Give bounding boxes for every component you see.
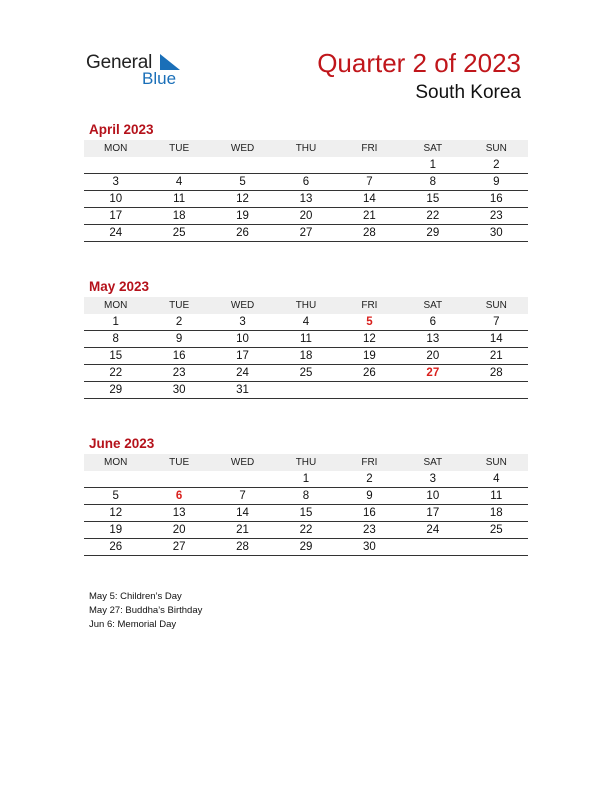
day-cell: 30 bbox=[465, 225, 528, 242]
day-cell: 4 bbox=[274, 314, 337, 331]
calendar-table bbox=[84, 297, 528, 399]
day-cell: 13 bbox=[401, 331, 464, 348]
week-row bbox=[84, 488, 528, 505]
day-cell: 22 bbox=[274, 522, 337, 539]
day-cell: 21 bbox=[211, 522, 274, 539]
day-cell: 9 bbox=[147, 331, 210, 348]
week-row bbox=[84, 314, 528, 331]
weekday-label: FRI bbox=[338, 454, 401, 471]
day-cell: 26 bbox=[338, 365, 401, 382]
day-cell: 15 bbox=[401, 191, 464, 208]
holiday-note: May 5: Children’s Day bbox=[89, 591, 182, 602]
day-cell: 6 bbox=[147, 488, 210, 505]
empty-day-cell bbox=[465, 382, 528, 399]
day-cell: 20 bbox=[274, 208, 337, 225]
day-cell: 3 bbox=[401, 471, 464, 488]
month-april bbox=[84, 122, 528, 242]
day-cell: 15 bbox=[84, 348, 147, 365]
day-cell: 16 bbox=[465, 191, 528, 208]
logo-text-blue: Blue bbox=[142, 69, 177, 88]
month-may bbox=[84, 279, 528, 399]
day-cell: 1 bbox=[84, 314, 147, 331]
day-cell: 5 bbox=[84, 488, 147, 505]
weekday-label: FRI bbox=[338, 297, 401, 314]
day-cell: 30 bbox=[147, 382, 210, 399]
day-cell: 19 bbox=[338, 348, 401, 365]
day-cell: 21 bbox=[338, 208, 401, 225]
day-cell: 29 bbox=[274, 539, 337, 556]
day-cell: 12 bbox=[338, 331, 401, 348]
day-cell: 2 bbox=[147, 314, 210, 331]
month-title: June 2023 bbox=[89, 436, 155, 451]
day-cell: 14 bbox=[338, 191, 401, 208]
day-cell: 29 bbox=[84, 382, 147, 399]
day-cell: 14 bbox=[465, 331, 528, 348]
weekday-label: WED bbox=[211, 454, 274, 471]
weekday-label: SUN bbox=[465, 297, 528, 314]
week-row bbox=[84, 348, 528, 365]
day-cell: 12 bbox=[211, 191, 274, 208]
calendar-table bbox=[84, 140, 528, 242]
weekday-label: MON bbox=[84, 297, 147, 314]
week-row bbox=[84, 331, 528, 348]
day-cell: 3 bbox=[211, 314, 274, 331]
day-cell: 7 bbox=[211, 488, 274, 505]
country-label: South Korea bbox=[415, 82, 521, 103]
weekday-header-row bbox=[84, 140, 528, 157]
day-cell: 8 bbox=[401, 174, 464, 191]
day-cell: 8 bbox=[274, 488, 337, 505]
day-cell: 11 bbox=[147, 191, 210, 208]
logo-text-general: General bbox=[86, 52, 153, 73]
page-title: Quarter 2 of 2023 bbox=[317, 48, 521, 78]
day-cell: 10 bbox=[211, 331, 274, 348]
day-cell: 28 bbox=[465, 365, 528, 382]
week-row bbox=[84, 225, 528, 242]
day-cell: 23 bbox=[147, 365, 210, 382]
week-row bbox=[84, 157, 528, 174]
weekday-label: THU bbox=[274, 297, 337, 314]
day-cell: 27 bbox=[274, 225, 337, 242]
weekday-header-row bbox=[84, 454, 528, 471]
day-cell: 17 bbox=[84, 208, 147, 225]
month-june bbox=[84, 436, 528, 556]
day-cell: 31 bbox=[211, 382, 274, 399]
weekday-label: TUE bbox=[147, 297, 210, 314]
day-cell: 23 bbox=[465, 208, 528, 225]
empty-day-cell bbox=[465, 539, 528, 556]
empty-day-cell bbox=[274, 157, 337, 174]
generalblue-logo bbox=[86, 52, 196, 92]
day-cell: 22 bbox=[84, 365, 147, 382]
day-cell: 2 bbox=[465, 157, 528, 174]
month-title: May 2023 bbox=[89, 279, 150, 294]
empty-day-cell bbox=[84, 157, 147, 174]
day-cell: 28 bbox=[338, 225, 401, 242]
day-cell: 16 bbox=[147, 348, 210, 365]
day-cell: 5 bbox=[338, 314, 401, 331]
holiday-note: Jun 6: Memorial Day bbox=[89, 619, 177, 630]
month-title: April 2023 bbox=[89, 122, 154, 137]
week-row bbox=[84, 191, 528, 208]
day-cell: 11 bbox=[274, 331, 337, 348]
day-cell: 18 bbox=[274, 348, 337, 365]
empty-day-cell bbox=[401, 382, 464, 399]
day-cell: 26 bbox=[84, 539, 147, 556]
week-row bbox=[84, 208, 528, 225]
day-cell: 24 bbox=[84, 225, 147, 242]
weekday-label: THU bbox=[274, 454, 337, 471]
day-cell: 25 bbox=[147, 225, 210, 242]
day-cell: 18 bbox=[465, 505, 528, 522]
day-cell: 6 bbox=[401, 314, 464, 331]
day-cell: 8 bbox=[84, 331, 147, 348]
empty-day-cell bbox=[84, 471, 147, 488]
day-cell: 25 bbox=[274, 365, 337, 382]
day-cell: 16 bbox=[338, 505, 401, 522]
weekday-label: WED bbox=[211, 140, 274, 157]
day-cell: 12 bbox=[84, 505, 147, 522]
day-cell: 5 bbox=[211, 174, 274, 191]
week-row bbox=[84, 174, 528, 191]
holiday-note: May 27: Buddha’s Birthday bbox=[89, 605, 203, 616]
weekday-label: SUN bbox=[465, 140, 528, 157]
day-cell: 17 bbox=[401, 505, 464, 522]
empty-day-cell bbox=[147, 471, 210, 488]
day-cell: 9 bbox=[338, 488, 401, 505]
day-cell: 10 bbox=[84, 191, 147, 208]
day-cell: 26 bbox=[211, 225, 274, 242]
weekday-header-row bbox=[84, 297, 528, 314]
week-row bbox=[84, 471, 528, 488]
empty-day-cell bbox=[401, 539, 464, 556]
day-cell: 9 bbox=[465, 174, 528, 191]
empty-day-cell bbox=[211, 471, 274, 488]
day-cell: 18 bbox=[147, 208, 210, 225]
week-row bbox=[84, 522, 528, 539]
calendar-table bbox=[84, 454, 528, 556]
day-cell: 1 bbox=[274, 471, 337, 488]
day-cell: 23 bbox=[338, 522, 401, 539]
day-cell: 3 bbox=[84, 174, 147, 191]
day-cell: 27 bbox=[401, 365, 464, 382]
day-cell: 4 bbox=[147, 174, 210, 191]
day-cell: 24 bbox=[401, 522, 464, 539]
day-cell: 13 bbox=[274, 191, 337, 208]
empty-day-cell bbox=[147, 157, 210, 174]
day-cell: 25 bbox=[465, 522, 528, 539]
day-cell: 24 bbox=[211, 365, 274, 382]
day-cell: 30 bbox=[338, 539, 401, 556]
week-row bbox=[84, 539, 528, 556]
day-cell: 4 bbox=[465, 471, 528, 488]
weekday-label: THU bbox=[274, 140, 337, 157]
day-cell: 10 bbox=[401, 488, 464, 505]
weekday-label: TUE bbox=[147, 140, 210, 157]
day-cell: 7 bbox=[465, 314, 528, 331]
day-cell: 14 bbox=[211, 505, 274, 522]
weekday-label: SUN bbox=[465, 454, 528, 471]
weekday-label: SAT bbox=[401, 140, 464, 157]
weekday-label: TUE bbox=[147, 454, 210, 471]
day-cell: 19 bbox=[84, 522, 147, 539]
day-cell: 13 bbox=[147, 505, 210, 522]
day-cell: 2 bbox=[338, 471, 401, 488]
day-cell: 28 bbox=[211, 539, 274, 556]
day-cell: 20 bbox=[147, 522, 210, 539]
day-cell: 29 bbox=[401, 225, 464, 242]
empty-day-cell bbox=[274, 382, 337, 399]
weekday-label: WED bbox=[211, 297, 274, 314]
day-cell: 11 bbox=[465, 488, 528, 505]
empty-day-cell bbox=[338, 157, 401, 174]
day-cell: 1 bbox=[401, 157, 464, 174]
empty-day-cell bbox=[338, 382, 401, 399]
holiday-notes bbox=[89, 590, 202, 632]
weekday-label: SAT bbox=[401, 454, 464, 471]
week-row bbox=[84, 505, 528, 522]
day-cell: 19 bbox=[211, 208, 274, 225]
empty-day-cell bbox=[211, 157, 274, 174]
day-cell: 6 bbox=[274, 174, 337, 191]
weekday-label: SAT bbox=[401, 297, 464, 314]
day-cell: 27 bbox=[147, 539, 210, 556]
day-cell: 15 bbox=[274, 505, 337, 522]
day-cell: 20 bbox=[401, 348, 464, 365]
day-cell: 17 bbox=[211, 348, 274, 365]
day-cell: 7 bbox=[338, 174, 401, 191]
day-cell: 22 bbox=[401, 208, 464, 225]
week-row bbox=[84, 382, 528, 399]
logo-flag-icon bbox=[160, 54, 180, 70]
day-cell: 21 bbox=[465, 348, 528, 365]
week-row bbox=[84, 365, 528, 382]
weekday-label: FRI bbox=[338, 140, 401, 157]
weekday-label: MON bbox=[84, 454, 147, 471]
weekday-label: MON bbox=[84, 140, 147, 157]
